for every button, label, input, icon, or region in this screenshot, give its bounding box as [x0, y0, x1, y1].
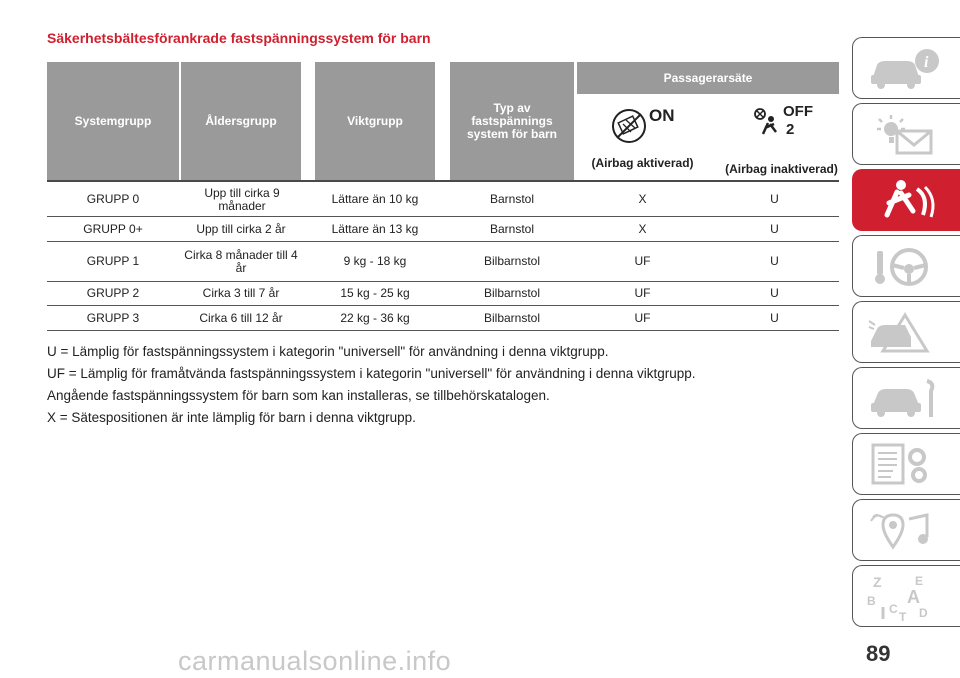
- airbag-off-number: 2: [786, 121, 795, 138]
- svg-text:i: i: [924, 54, 929, 71]
- sidebar-item-dashboard-lights[interactable]: [852, 103, 960, 165]
- cell-airbag-on: UF: [634, 310, 651, 325]
- table-row: [47, 242, 839, 282]
- cell-weight: Lättare än 13 kg: [331, 221, 419, 236]
- cell-weight: 15 kg - 25 kg: [340, 286, 410, 300]
- cell-airbag-off: U: [770, 310, 779, 325]
- cell-airbag-on: X: [638, 221, 647, 236]
- airbag-on-icon: [611, 104, 681, 144]
- airbag-on-label: (Airbag aktiverad): [591, 156, 694, 170]
- index-letter: E: [915, 574, 924, 588]
- car-maintenance-icon: [865, 373, 945, 423]
- cell-airbag-off: U: [770, 221, 779, 236]
- airbag-off-text: OFF: [783, 103, 813, 120]
- cell-type: Barnstol: [489, 192, 535, 206]
- cell-age: Cirka 6 till 12 år: [199, 310, 283, 325]
- cell-system: GRUPP 3: [86, 310, 140, 325]
- table-row: [47, 183, 839, 217]
- note-x: X = Sätespositionen är inte lämplig för barn i denna viktgrupp.: [47, 410, 416, 425]
- sidebar-item-index[interactable]: [852, 565, 960, 627]
- sidebar-item-airbag-safety[interactable]: [852, 169, 960, 231]
- cell-weight: 9 kg - 18 kg: [343, 254, 407, 268]
- header-viktgrupp: Viktgrupp: [315, 62, 435, 180]
- header-passagerarsate: Passagerarsäte: [577, 62, 839, 94]
- cell-weight: 22 kg - 36 kg: [340, 310, 410, 325]
- cell-system: GRUPP 2: [86, 286, 140, 300]
- airbag-safety-icon: [865, 175, 945, 225]
- cell-airbag-off: U: [770, 192, 779, 206]
- note-accessories: Angående fastspänningssystem för barn som kan installeras, se tillbehörskatalogen.: [47, 388, 550, 403]
- watermark: carmanualsonline.info: [178, 646, 452, 676]
- cell-airbag-on: UF: [634, 286, 651, 300]
- index-letter: T: [899, 610, 907, 621]
- notes: [47, 344, 696, 432]
- sidebar-item-technical-data[interactable]: [852, 433, 960, 495]
- note-uf: UF = Lämplig för framåtvända fastspänningssystem i kategorin "universell" för användning i denna viktgrupp.: [47, 366, 696, 381]
- cell-airbag-off: U: [770, 286, 779, 300]
- note-u: U = Lämplig för fastspänningssystem i kategorin "universell" för användning i denna viktgrupp.: [47, 344, 609, 359]
- cell-age: Upp till cirka 9 månader: [204, 185, 280, 213]
- cell-system: GRUPP 0: [86, 192, 140, 206]
- emergency-icon: [865, 307, 945, 357]
- airbag-on-column: [577, 96, 708, 182]
- multimedia-icon: [865, 505, 945, 555]
- index-letter: Z: [873, 574, 882, 590]
- index-letter: C: [889, 602, 898, 616]
- cell-type: Bilbarnstol: [483, 254, 541, 268]
- cell-type: Barnstol: [489, 221, 535, 236]
- dashboard-lights-icon: [865, 109, 945, 159]
- airbag-off-icon: [746, 102, 816, 142]
- sidebar-item-steering[interactable]: [852, 235, 960, 297]
- sidebar-item-multimedia[interactable]: [852, 499, 960, 561]
- header-systemgrupp: Systemgrupp: [47, 62, 179, 180]
- cell-airbag-off: U: [770, 254, 779, 268]
- sidebar-item-emergency[interactable]: [852, 301, 960, 363]
- table-row: [47, 306, 839, 331]
- cell-airbag-on: UF: [634, 254, 651, 268]
- alphabetical-index-icon: [865, 571, 945, 621]
- airbag-off-column: [710, 96, 839, 182]
- cell-weight: Lättare än 10 kg: [331, 192, 419, 206]
- index-letter: A: [907, 587, 920, 607]
- page-title: Säkerhetsbältesförankrade fastspänningssystem för barn: [47, 30, 431, 46]
- cell-system: GRUPP 1: [86, 254, 140, 268]
- airbag-off-label: (Airbag inaktiverad): [725, 162, 838, 176]
- cell-type: Bilbarnstol: [483, 286, 541, 300]
- cell-system: GRUPP 0+: [83, 221, 143, 236]
- steering-wheel-icon: [865, 241, 945, 291]
- page-number: 89: [866, 641, 891, 666]
- index-letter: D: [919, 606, 928, 620]
- cell-airbag-on: X: [638, 192, 647, 206]
- technical-data-icon: [865, 439, 945, 489]
- index-letter: B: [867, 594, 876, 608]
- table-row: [47, 217, 839, 242]
- sidebar-item-car-info[interactable]: [852, 37, 960, 99]
- car-info-icon: [865, 43, 945, 93]
- table-row: [47, 282, 839, 306]
- cell-age: Upp till cirka 2 år: [196, 221, 286, 236]
- sidebar-item-maintenance[interactable]: [852, 367, 960, 429]
- airbag-on-text: ON: [649, 106, 675, 125]
- header-aldersgrupp: Åldersgrupp: [181, 62, 301, 180]
- header-rule: [47, 180, 839, 182]
- header-typ: Typ av fastspännings system för barn: [450, 62, 574, 180]
- cell-age: Cirka 8 månader till 4 år: [184, 247, 298, 275]
- cell-type: Bilbarnstol: [483, 310, 541, 325]
- cell-age: Cirka 3 till 7 år: [202, 286, 280, 300]
